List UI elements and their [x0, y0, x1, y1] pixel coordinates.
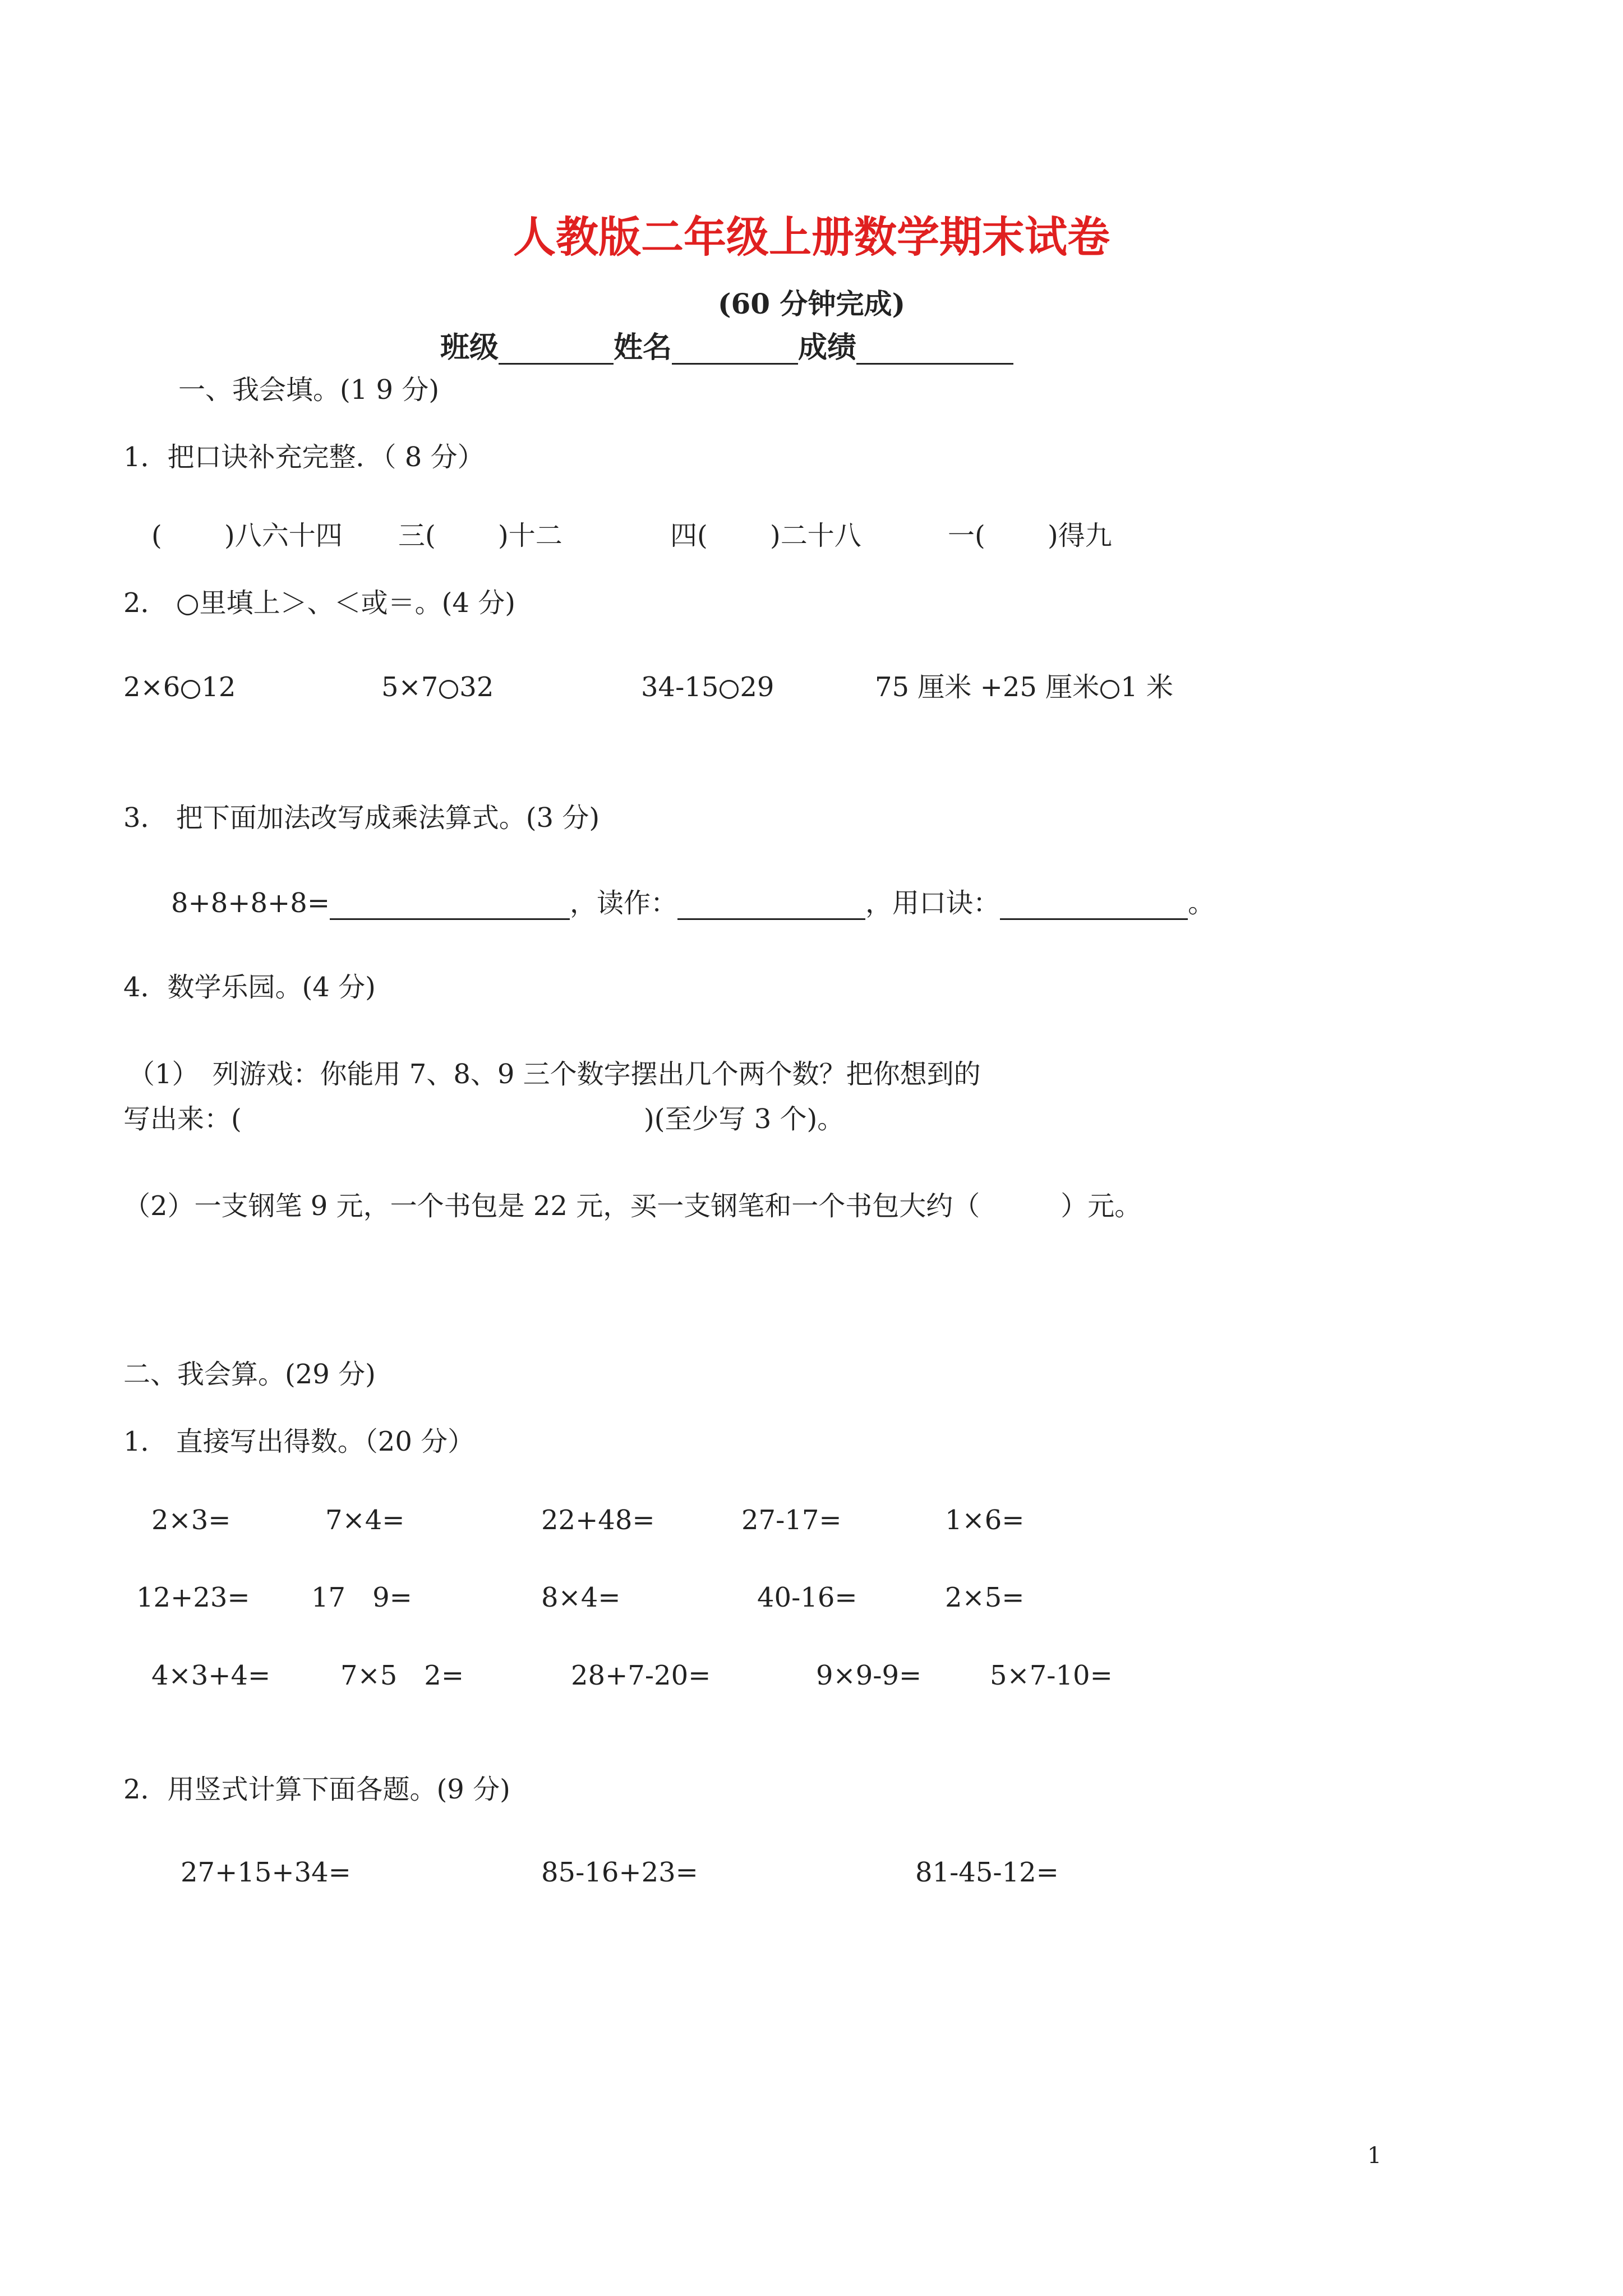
- calc-item: 8×4=: [541, 1582, 621, 1613]
- rhyme-blank[interactable]: [1000, 889, 1188, 920]
- q2-right: 1 米: [1121, 671, 1173, 703]
- read-label: ，读作：: [570, 887, 678, 919]
- q2-text: 2． ○里填上＞、＜或＝。(4 分): [123, 587, 515, 619]
- q4-text: 4．数学乐园。(4 分): [123, 972, 376, 1003]
- q1-item: ( )八六十四: [151, 520, 343, 551]
- q2-right: 12: [201, 671, 236, 703]
- calc-item: 17 9=: [311, 1582, 412, 1613]
- class-label: 班级: [440, 330, 499, 365]
- q2-left: 34-15: [641, 671, 719, 703]
- q1-text: 1．把口诀补充完整．（ 8 分）: [123, 441, 485, 473]
- section1-heading: 一、我会填。(1 9 分): [178, 374, 440, 406]
- calc-item: 7×4=: [325, 1504, 405, 1536]
- class-field[interactable]: [499, 334, 614, 365]
- q3-text: 3． 把下面加法改写成乘法算式。(3 分): [123, 802, 600, 834]
- calc-item: 27-17=: [741, 1504, 842, 1536]
- read-blank[interactable]: [677, 889, 865, 920]
- rhyme-label: ，用口诀：: [865, 887, 1000, 919]
- calc-item: 5×7-10=: [990, 1660, 1113, 1691]
- q1-item: 一( )得九: [948, 520, 1112, 551]
- q2-right: 32: [459, 671, 494, 703]
- calc-item: 22+48=: [541, 1504, 655, 1536]
- calc-item: 4×3+4=: [151, 1660, 271, 1691]
- time-limit: (60 分钟完成): [717, 287, 906, 320]
- calc-item: 1×6=: [945, 1504, 1025, 1536]
- q2-item: [875, 670, 1173, 704]
- q4-part1-line2-end: )(至少写 3 个)。: [644, 1103, 845, 1135]
- section2-heading: 二、我会算。(29 分): [123, 1359, 376, 1390]
- calc-item: 9×9-9=: [816, 1660, 922, 1691]
- q3-end: 。: [1188, 887, 1215, 919]
- q3-line: [171, 886, 1215, 920]
- q2-item: [123, 670, 236, 704]
- q2-left: 5×7: [381, 671, 439, 703]
- s2-q2-text: 2．用竖式计算下面各题。(9 分): [123, 1774, 510, 1805]
- calc-item: 40-16=: [757, 1582, 857, 1613]
- info-line: [440, 331, 1013, 365]
- q3-expr: 8+8+8+8=: [171, 887, 330, 919]
- vertical-calc-item: 81-45-12=: [915, 1857, 1059, 1888]
- name-field[interactable]: [672, 334, 798, 365]
- blank-circle[interactable]: [181, 680, 200, 699]
- calc-item: 2×3=: [151, 1504, 231, 1536]
- blank-circle[interactable]: [439, 680, 458, 699]
- q2-left: 75 厘米 +25 厘米: [875, 671, 1100, 703]
- score-label: 成绩: [798, 330, 857, 365]
- vertical-calc-item: 27+15+34=: [181, 1857, 351, 1888]
- calc-item: 2×5=: [945, 1582, 1025, 1613]
- vertical-calc-item: 85-16+23=: [541, 1857, 698, 1888]
- q1-item: 三( )十二: [398, 520, 562, 551]
- q2-item: [641, 670, 774, 704]
- score-field[interactable]: [856, 334, 1013, 365]
- page-number: 1: [1367, 2143, 1382, 2169]
- page-title: 人教版二年级上册数学期末试卷: [513, 212, 1110, 262]
- s2-q1-text: 1． 直接写出得数。（20 分）: [123, 1426, 475, 1457]
- calc-item: 7×5 2=: [340, 1660, 464, 1691]
- q4-part1-line1: （1） 列游戏：你能用 7、8、9 三个数字摆出几个两个数？把你想到的: [128, 1059, 981, 1090]
- q4-part2: （2）一支钢笔 9 元，一个书包是 22 元，买一支钢笔和一个书包大约（ ）元。: [123, 1190, 1142, 1222]
- calc-item: 28+7-20=: [571, 1660, 711, 1691]
- q2-item: [381, 670, 494, 704]
- q1-item: 四( )二十八: [670, 520, 861, 551]
- blank-circle[interactable]: [1100, 680, 1119, 699]
- q2-right: 29: [740, 671, 774, 703]
- q2-left: 2×6: [123, 671, 181, 703]
- calc-item: 12+23=: [136, 1582, 250, 1613]
- q4-part1-line2-start: 写出来：(: [123, 1103, 242, 1135]
- name-label: 姓名: [614, 330, 672, 365]
- blank-circle[interactable]: [720, 680, 739, 699]
- answer-blank[interactable]: [330, 889, 570, 920]
